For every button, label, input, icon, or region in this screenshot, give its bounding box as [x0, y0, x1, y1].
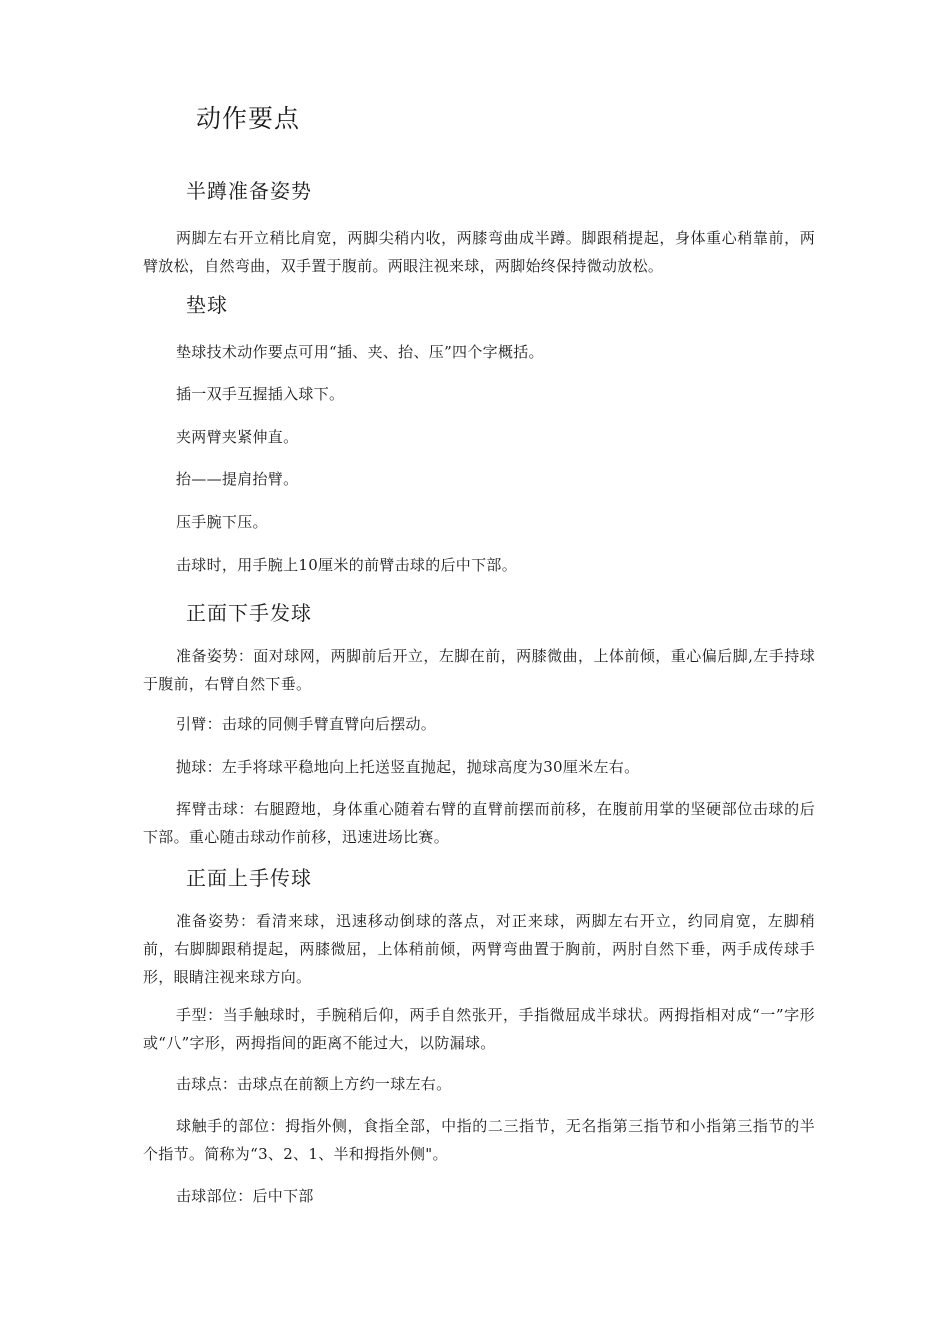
paragraph: 挥臂击球：右腿蹬地，身体重心随着右臂的直臂前摆而前移，在腹前用掌的坚硬部位击球的后下部。重心随击球动作前移，迅速进场比赛。 — [143, 800, 815, 846]
section-heading-dig: 垫球 — [186, 293, 228, 317]
paragraph: 准备姿势：看清来球，迅速移动倒球的落点，对正来球，两脚左右开立，约同肩宽，左脚稍前，右脚脚跟稍提起，两膝微屈，上体稍前倾，两臂弯曲置于胸前，两肘自然下垂，两手成传球手形，眼睛注视来球方向。 — [143, 912, 815, 986]
paragraph: 击球时，用手腕上10厘米的前臂击球的后中下部。 — [176, 556, 517, 574]
section-heading-underhand-serve: 正面下手发球 — [186, 601, 312, 625]
paragraph: 压手腕下压。 — [176, 513, 268, 531]
paragraph: 两脚左右开立稍比肩宽，两脚尖稍内收，两膝弯曲成半蹲。脚跟稍提起，身体重心稍靠前，两臂放松，自然弯曲，双手置于腹前。两眼注视来球，两脚始终保持微动放松。 — [143, 229, 815, 275]
section-heading-half-squat: 半蹲准备姿势 — [186, 179, 312, 203]
paragraph: 击球部位：后中下部 — [176, 1187, 314, 1205]
paragraph: 击球点：击球点在前额上方约一球左右。 — [176, 1075, 452, 1093]
paragraph: 准备姿势：面对球网，两脚前后开立，左脚在前，两膝微曲，上体前倾，重心偏后脚,左手持球于腹前，右臂自然下垂。 — [143, 647, 815, 693]
paragraph: 抛球：左手将球平稳地向上托送竖直抛起，抛球高度为30厘米左右。 — [176, 758, 640, 776]
section-heading-overhead-pass: 正面上手传球 — [186, 866, 312, 890]
paragraph: 插一双手互握插入球下。 — [176, 385, 345, 403]
page-title: 动作要点 — [196, 104, 301, 133]
paragraph: 球触手的部位：拇指外侧，食指全部，中指的二三指节，无名指第三指节和小指第三指节的半个指节。简称为“3、2、1、半和拇指外侧"。 — [143, 1117, 815, 1163]
paragraph: 手型：当手触球时，手腕稍后仰，两手自然张开，手指微屈成半球状。两拇指相对成“一”字形或“八”字形，两拇指间的距离不能过大，以防漏球。 — [143, 1006, 815, 1052]
paragraph: 引臂：击球的同侧手臂直臂向后摆动。 — [176, 715, 437, 733]
paragraph: 夹两臂夹紧伸直。 — [176, 428, 299, 446]
paragraph: 垫球技术动作要点可用“插、夹、抬、压”四个字概括。 — [176, 343, 544, 361]
paragraph: 抬——提肩抬臂。 — [176, 470, 299, 488]
